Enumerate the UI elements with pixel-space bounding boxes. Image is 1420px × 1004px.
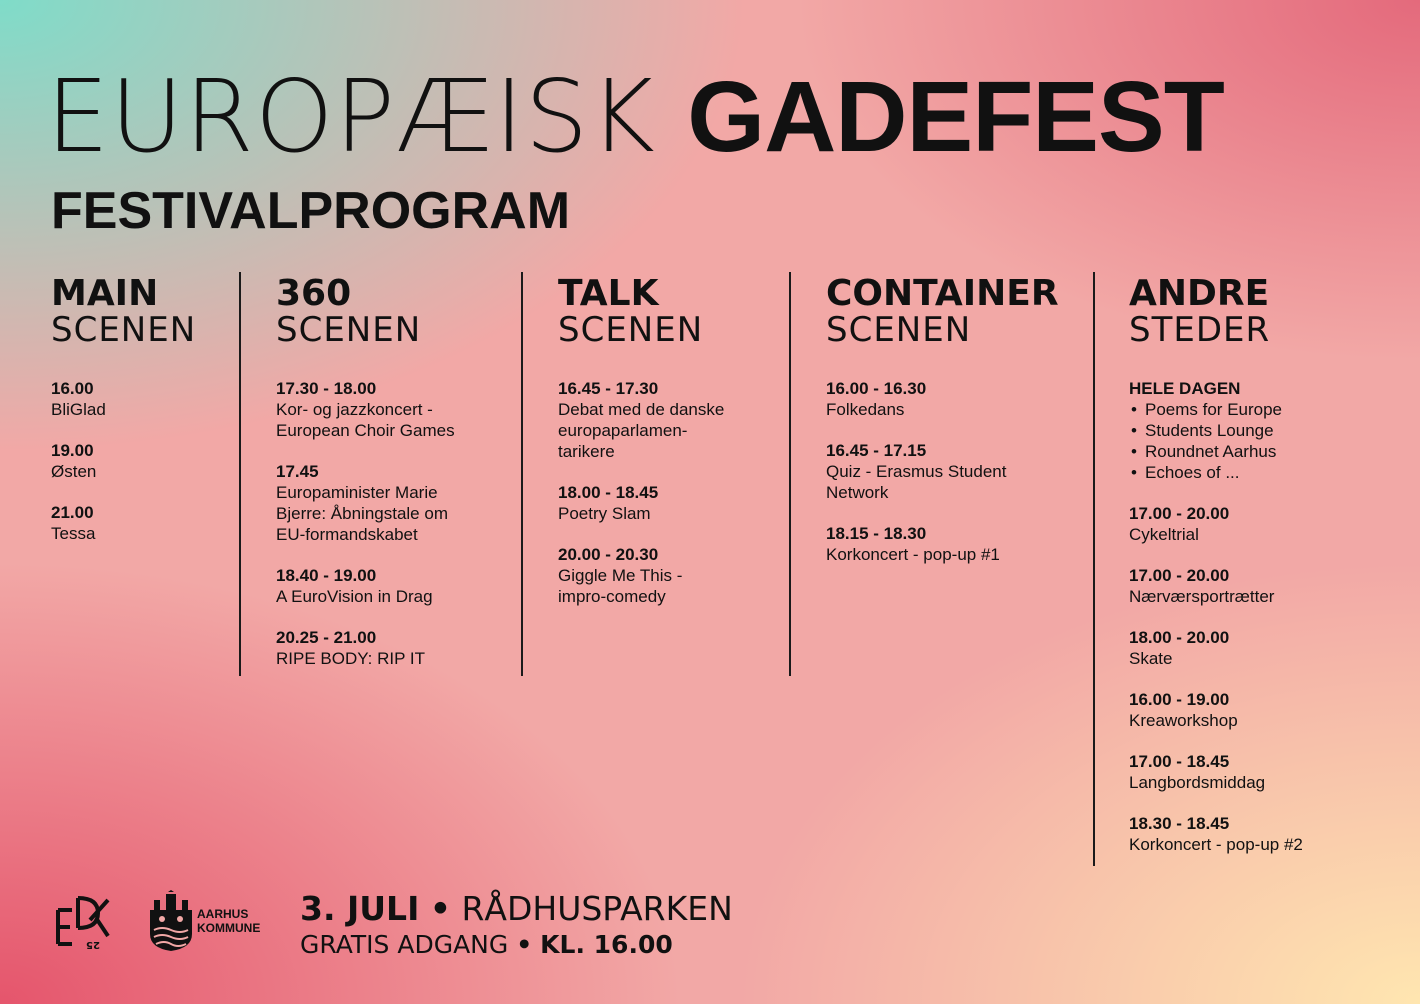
eudk25-logo bbox=[50, 890, 114, 954]
event-desc: Skate bbox=[1129, 649, 1173, 668]
event-time: 17.45 bbox=[276, 462, 319, 481]
event-desc: Tessa bbox=[51, 524, 96, 543]
event-time: 16.00 bbox=[51, 379, 94, 398]
title-bold: GADEFEST bbox=[687, 61, 1224, 173]
event-item bbox=[276, 565, 506, 607]
footer-line-entry-time bbox=[300, 928, 733, 962]
column-main-scenen bbox=[51, 273, 231, 564]
event-desc: Østen bbox=[51, 462, 97, 481]
column-heading-light: SCENEN bbox=[826, 310, 972, 350]
event-desc: Giggle Me This - impro-comedy bbox=[558, 566, 683, 606]
aarhus-kommune-seal-icon bbox=[146, 890, 196, 952]
hele-dagen-label: HELE DAGEN bbox=[1129, 379, 1241, 398]
event-desc: Debat med de danske europaparlamen- tarikere bbox=[558, 400, 725, 461]
event-desc: RIPE BODY: RIP IT bbox=[276, 649, 425, 668]
column-heading-bold: ANDRE bbox=[1129, 273, 1270, 314]
event-desc: Kreaworkshop bbox=[1129, 711, 1238, 730]
poster-title bbox=[46, 58, 1224, 175]
logo-line: AARHUS bbox=[197, 907, 249, 921]
event-desc: Korkoncert - pop-up #1 bbox=[826, 545, 1000, 564]
title-light: EUROPÆISK bbox=[46, 58, 656, 175]
column-heading-light: SCENEN bbox=[51, 310, 197, 350]
list-item: • Poems for Europe bbox=[1129, 399, 1389, 420]
hele-dagen-block bbox=[1129, 378, 1389, 483]
column-heading-bold: TALK bbox=[558, 273, 659, 314]
event-item bbox=[276, 627, 506, 669]
event-time: 18.00 - 20.00 bbox=[1129, 628, 1230, 647]
column-container-scenen bbox=[826, 273, 1081, 585]
event-time: 18.30 - 18.45 bbox=[1129, 814, 1230, 833]
start-time: KL. 16.00 bbox=[540, 930, 673, 959]
event-time: 17.00 - 20.00 bbox=[1129, 566, 1230, 585]
column-heading-bold: 360 bbox=[276, 273, 352, 314]
event-date: 3. JULI bbox=[300, 889, 420, 928]
event-desc: Poetry Slam bbox=[558, 504, 651, 523]
event-item bbox=[1129, 627, 1389, 669]
column-divider bbox=[789, 272, 791, 676]
column-divider bbox=[239, 272, 241, 676]
list-item: • Echoes of ... bbox=[1129, 462, 1389, 483]
event-item bbox=[51, 440, 231, 482]
event-time: 17.00 - 18.45 bbox=[1129, 752, 1230, 771]
event-place: RÅDHUSPARKEN bbox=[461, 889, 733, 928]
event-time: 19.00 bbox=[51, 441, 94, 460]
separator-dot: • bbox=[516, 930, 533, 959]
event-time: 20.00 - 20.30 bbox=[558, 545, 659, 564]
hele-dagen-list bbox=[1129, 399, 1389, 483]
event-item bbox=[826, 378, 1081, 420]
separator-dot: • bbox=[429, 889, 451, 928]
event-time: 21.00 bbox=[51, 503, 94, 522]
event-item bbox=[276, 461, 506, 545]
event-item bbox=[558, 378, 778, 462]
event-item bbox=[826, 440, 1081, 503]
event-item bbox=[1129, 813, 1389, 855]
event-desc: A EuroVision in Drag bbox=[276, 587, 433, 606]
event-time: 18.00 - 18.45 bbox=[558, 483, 659, 502]
event-time: 16.45 - 17.15 bbox=[826, 441, 927, 460]
logo-line: KOMMUNE bbox=[197, 921, 261, 935]
event-time: 16.00 - 16.30 bbox=[826, 379, 927, 398]
event-item bbox=[51, 502, 231, 544]
event-desc: Folkedans bbox=[826, 400, 905, 419]
event-desc: BliGlad bbox=[51, 400, 106, 419]
entry-info: GRATIS ADGANG bbox=[300, 930, 509, 959]
list-item: • Students Lounge bbox=[1129, 420, 1389, 441]
event-desc: Langbordsmiddag bbox=[1129, 773, 1266, 792]
footer-info bbox=[300, 890, 733, 962]
column-talk-scenen bbox=[558, 273, 778, 627]
event-item bbox=[558, 544, 778, 607]
event-time: 18.15 - 18.30 bbox=[826, 524, 927, 543]
event-item bbox=[1129, 689, 1389, 731]
event-item bbox=[1129, 503, 1389, 545]
event-desc: Nærværsportrætter bbox=[1129, 587, 1275, 606]
column-heading-bold: CONTAINER bbox=[826, 273, 1059, 314]
event-item bbox=[826, 523, 1081, 565]
column-andre-steder bbox=[1129, 273, 1389, 875]
event-item bbox=[51, 378, 231, 420]
column-heading-light: STEDER bbox=[1129, 310, 1271, 350]
event-time: 17.30 - 18.00 bbox=[276, 379, 377, 398]
event-item bbox=[558, 482, 778, 524]
event-item bbox=[1129, 565, 1389, 607]
list-item: • Roundnet Aarhus bbox=[1129, 441, 1389, 462]
event-time: 20.25 - 21.00 bbox=[276, 628, 377, 647]
event-item bbox=[276, 378, 506, 441]
column-heading-bold: MAIN bbox=[51, 273, 159, 314]
event-desc: Quiz - Erasmus Student Network bbox=[826, 462, 1007, 502]
event-time: 18.40 - 19.00 bbox=[276, 566, 377, 585]
event-time: 16.00 - 19.00 bbox=[1129, 690, 1230, 709]
svg-text:25: 25 bbox=[86, 939, 100, 950]
event-time: 17.00 - 20.00 bbox=[1129, 504, 1230, 523]
event-desc: Kor- og jazzkoncert - European Choir Games bbox=[276, 400, 455, 440]
poster-subtitle: FESTIVALPROGRAM bbox=[51, 182, 571, 240]
footer-line-date-place bbox=[300, 890, 733, 928]
event-desc: Korkoncert - pop-up #2 bbox=[1129, 835, 1303, 854]
event-time: 16.45 - 17.30 bbox=[558, 379, 659, 398]
event-item bbox=[1129, 751, 1389, 793]
event-desc: Cykeltrial bbox=[1129, 525, 1199, 544]
column-divider bbox=[521, 272, 523, 676]
column-divider bbox=[1093, 272, 1095, 866]
column-360-scenen bbox=[276, 273, 506, 689]
column-heading-light: SCENEN bbox=[558, 310, 704, 350]
column-heading-light: SCENEN bbox=[276, 310, 422, 350]
aarhus-kommune-wordmark bbox=[197, 907, 260, 935]
event-desc: Europaminister Marie Bjerre: Åbningstale om EU-formandskabet bbox=[276, 483, 448, 544]
